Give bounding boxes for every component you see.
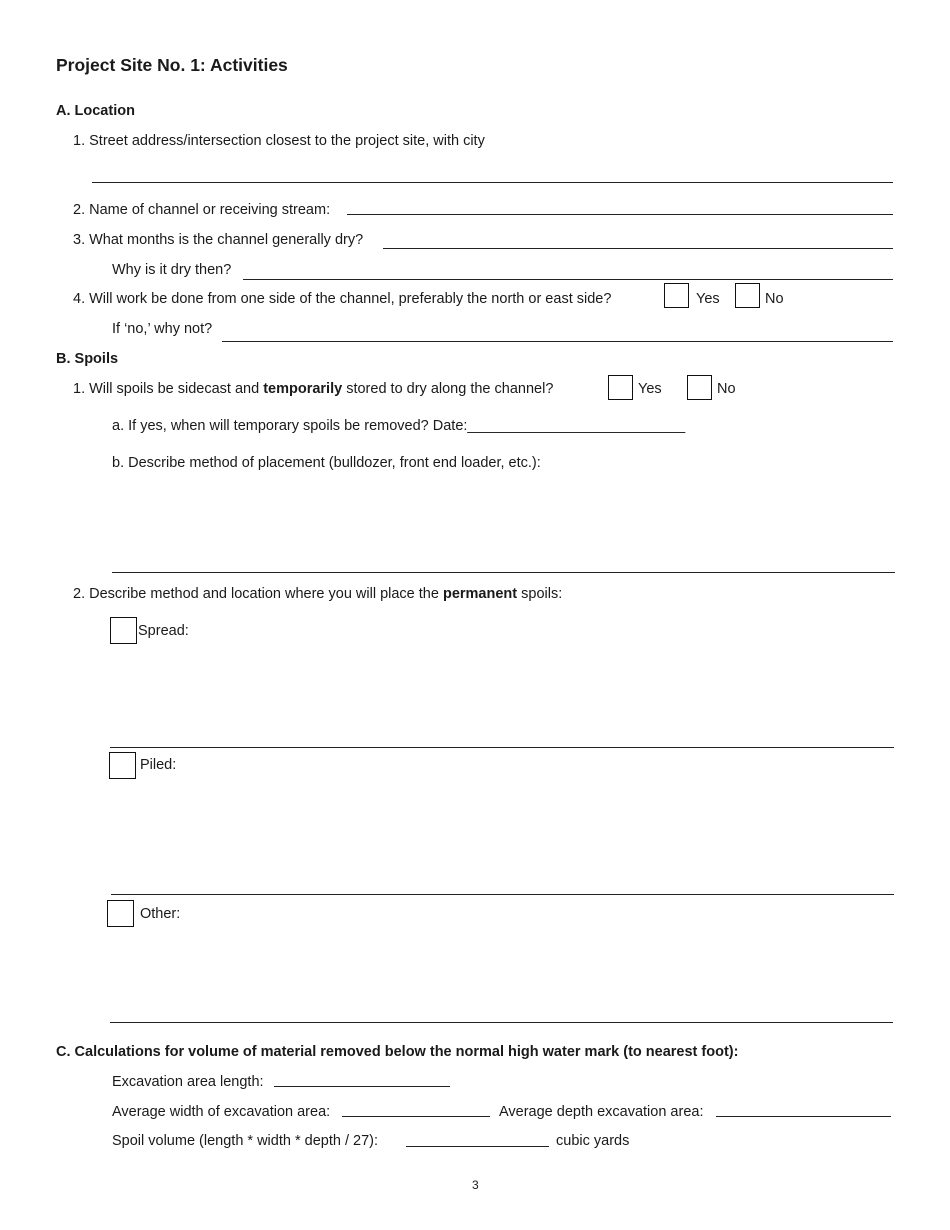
q-a3-label: 3. What months is the channel generally dry?: [73, 232, 364, 248]
page-number: 3: [472, 1178, 479, 1192]
other-label: Other:: [140, 906, 181, 922]
average-depth-label: Average depth excavation area:: [499, 1104, 704, 1120]
sidecast-no-label: No: [717, 381, 736, 397]
spoil-volume-field[interactable]: [406, 1146, 549, 1147]
placement-method-field[interactable]: [112, 572, 895, 573]
q-b1a-label: a. If yes, when will temporary spoils be removed? Date:___________________________: [112, 418, 686, 434]
one-side-no-checkbox[interactable]: [735, 283, 760, 308]
page-title: Project Site No. 1: Activities: [56, 55, 288, 75]
channel-name-field[interactable]: [347, 214, 893, 215]
q-a2-label: 2. Name of channel or receiving stream:: [73, 202, 331, 218]
q-b1-label: 1. Will spoils be sidecast and temporarily stored to dry along the channel?: [73, 381, 554, 397]
sidecast-yes-checkbox[interactable]: [608, 375, 633, 400]
average-width-label: Average width of excavation area:: [112, 1104, 331, 1120]
one-side-no-label: No: [765, 291, 784, 307]
sidecast-yes-label: Yes: [638, 381, 662, 397]
q-b1b-label: b. Describe method of placement (bulldozer, front end loader, etc.):: [112, 455, 541, 471]
piled-field[interactable]: [111, 894, 894, 895]
section-b-heading: B. Spoils: [56, 351, 119, 367]
why-dry-field[interactable]: [243, 279, 893, 280]
q-a4-label: 4. Will work be done from one side of the channel, preferably the north or east side?: [73, 291, 612, 307]
q-b2-label: 2. Describe method and location where you will place the permanent spoils:: [73, 586, 563, 602]
excavation-length-label: Excavation area length:: [112, 1074, 264, 1090]
dry-months-field[interactable]: [383, 248, 893, 249]
section-a-heading: A. Location: [56, 103, 135, 119]
one-side-yes-checkbox[interactable]: [664, 283, 689, 308]
piled-checkbox[interactable]: [109, 752, 136, 779]
spread-label: Spread:: [138, 623, 189, 639]
q-a1-label: 1. Street address/intersection closest to the project site, with city: [73, 133, 485, 149]
spread-checkbox[interactable]: [110, 617, 137, 644]
section-c-heading: C. Calculations for volume of material removed below the normal high water mark (to nearest foot):: [56, 1044, 739, 1060]
spread-field[interactable]: [110, 747, 894, 748]
other-checkbox[interactable]: [107, 900, 134, 927]
one-side-yes-label: Yes: [696, 291, 720, 307]
street-address-field[interactable]: [92, 182, 893, 183]
other-field[interactable]: [110, 1022, 893, 1023]
q-a4b-label: If ‘no,’ why not?: [112, 321, 213, 337]
excavation-length-field[interactable]: [274, 1086, 450, 1087]
average-depth-field[interactable]: [716, 1116, 891, 1117]
spoil-volume-label: Spoil volume (length * width * depth / 27):: [112, 1133, 378, 1149]
cubic-yards-label: cubic yards: [556, 1133, 630, 1149]
why-not-field[interactable]: [222, 341, 893, 342]
average-width-field[interactable]: [342, 1116, 490, 1117]
piled-label: Piled:: [140, 757, 177, 773]
sidecast-no-checkbox[interactable]: [687, 375, 712, 400]
q-a3b-label: Why is it dry then?: [112, 262, 232, 278]
